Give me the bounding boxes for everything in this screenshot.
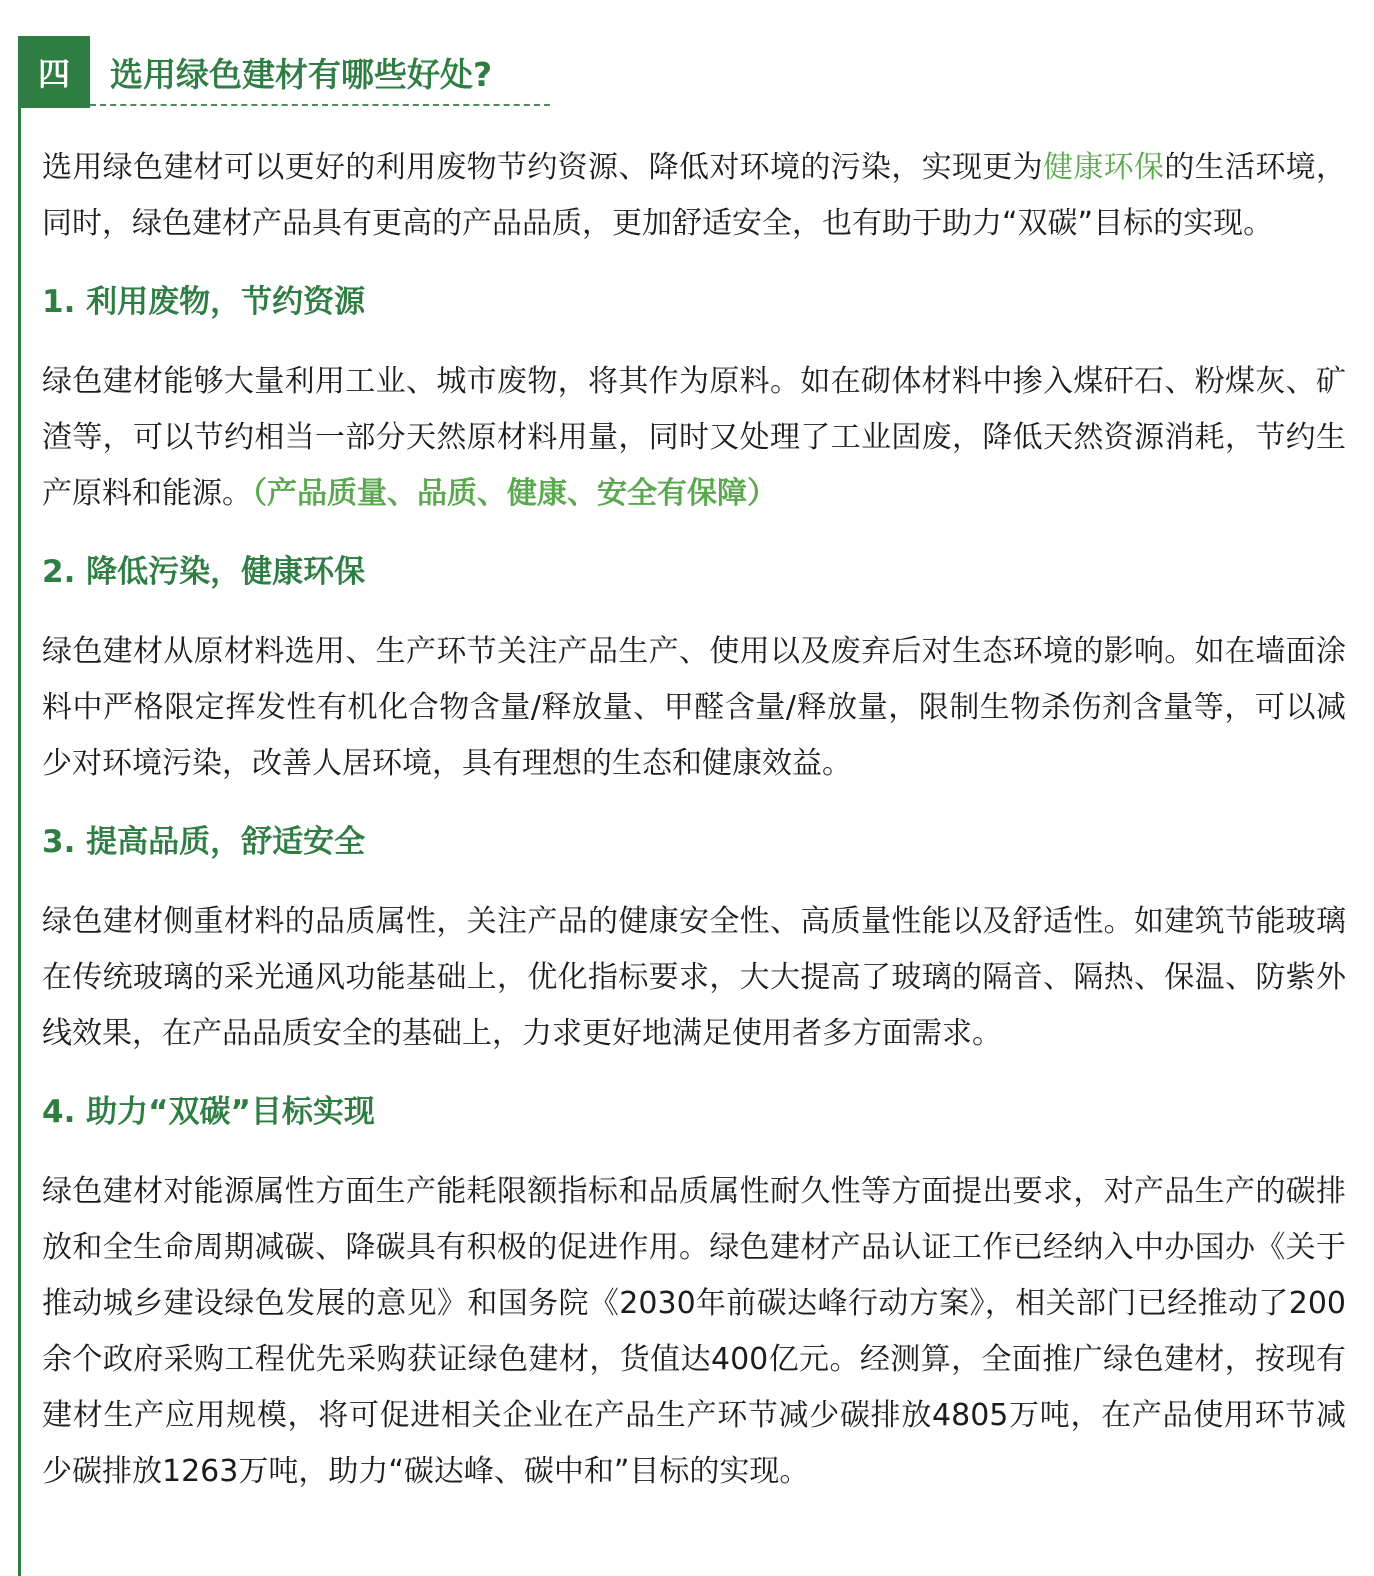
subheading-3: 3. 提高品质，舒适安全 <box>42 824 366 860</box>
section-left-rule <box>18 36 21 1576</box>
intro-highlight: 健康环保 <box>1043 150 1165 185</box>
subheading-4: 4. 助力“双碳”目标实现 <box>42 1094 375 1130</box>
subheading-1: 1. 利用废物，节约资源 <box>42 284 366 320</box>
section-header <box>18 36 492 108</box>
article-body <box>42 140 1346 1500</box>
intro-paragraph <box>42 140 1346 252</box>
section-1-body: 绿色建材能够大量利用工业、城市废物，将其作为原料。如在砌体材料中掺入煤矸石、粉煤灰、矿渣等，可以节约相当一部分天然原材料用量，同时又处理了工业固废，降低天然资源消耗，节约生产原料和能源。 <box>42 364 1346 511</box>
section-title: 选用绿色建材有哪些好处? <box>110 54 493 94</box>
section-4-paragraph: 绿色建材对能源属性方面生产能耗限额指标和品质属性耐久性等方面提出要求，对产品生产的碳排放和全生命周期减碳、降碳具有积极的促进作用。绿色建材产品认证工作已经纳入中办国办《关于推动城乡建设绿色发展的意见》和国务院《2030年前碳达峰行动方案》，相关部门已经推动了200 余个政府采购工程优先采购获证绿色建材，货值达400亿元。经测算，全面推广绿色建材，按现有建材生产应用规模，将可促进相关企业在产品生产环节减少碳排放4805万吨，在产品使用环节减少碳排放1263万吨，助力“碳达峰、碳中和”目标的实现。 <box>42 1174 1346 1489</box>
section-2-paragraph: 绿色建材从原材料选用、生产环节关注产品生产、使用以及废弃后对生态环境的影响。如在墙面涂料中严格限定挥发性有机化合物含量/释放量、甲醛含量/释放量，限制生物杀伤剂含量等，可以减少对环境污染，改善人居环境，具有理想的生态和健康效益。 <box>42 634 1346 781</box>
section-1-paragraph <box>42 354 1346 522</box>
section-1-note: （产品质量、品质、健康、安全有保障） <box>252 476 777 511</box>
intro-text-after: 的生活环境，同时，绿色建材产品具有更高的产品品质，更加舒适安全，也有助于助力“双碳”目标的实现。 <box>42 150 1347 241</box>
subheading-2: 2. 降低污染，健康环保 <box>42 554 366 590</box>
intro-text-before: 选用绿色建材可以更好的利用废物节约资源、降低对环境的污染，实现更为 <box>42 150 1043 185</box>
section-3-paragraph: 绿色建材侧重材料的品质属性，关注产品的健康安全性、高质量性能以及舒适性。如建筑节能玻璃在传统玻璃的采光通风功能基础上，优化指标要求，大大提高了玻璃的隔音、隔热、保温、防紫外线效果，在产品品质安全的基础上，力求更好地满足使用者多方面需求。 <box>42 904 1346 1051</box>
section-number-badge: 四 <box>18 36 90 108</box>
title-dashed-underline <box>90 104 550 106</box>
